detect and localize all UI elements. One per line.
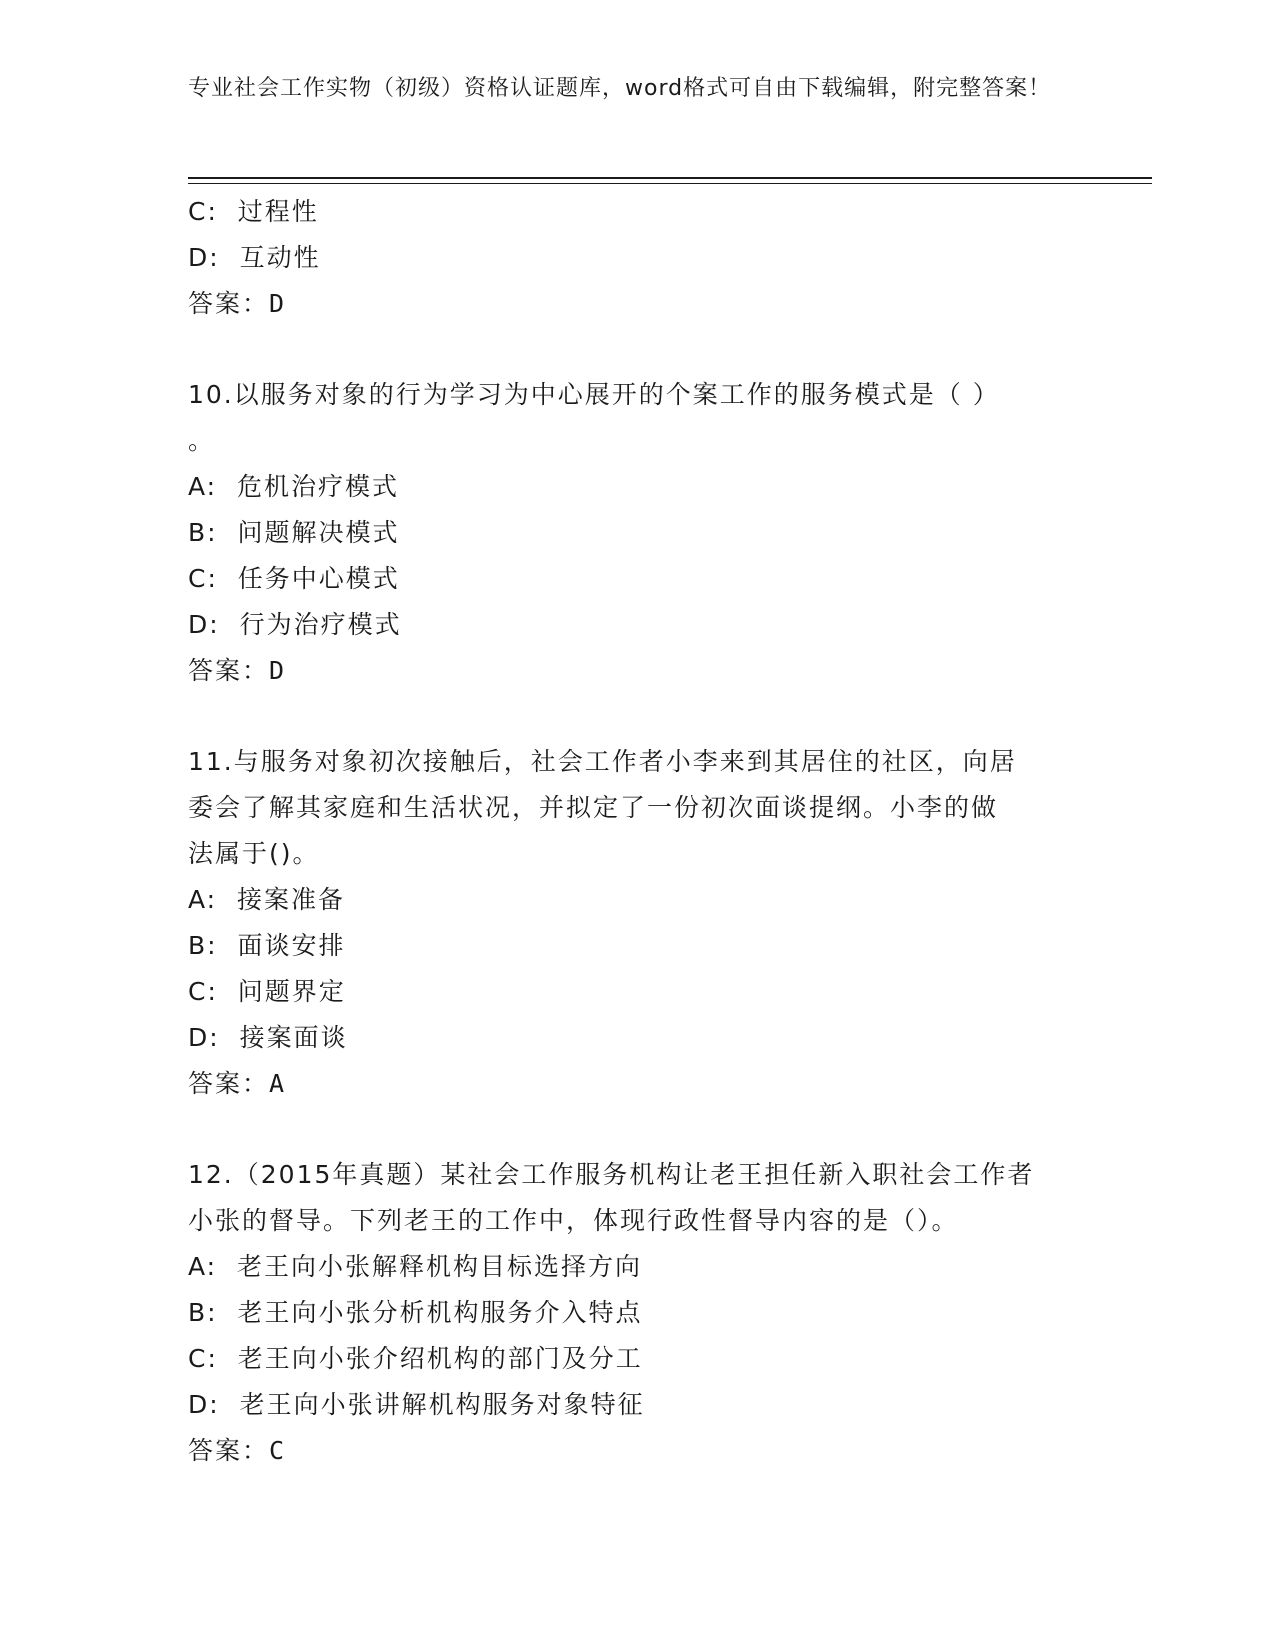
option-d: D: 老王向小张讲解机构服务对象特征 — [188, 1390, 645, 1419]
option-d: D: 行为治疗模式 — [188, 610, 402, 639]
option-a: A: 老王向小张解释机构目标选择方向 — [188, 1252, 643, 1281]
question-text-line: 10.以服务对象的行为学习为中心展开的个案工作的服务模式是（ ） — [188, 380, 1000, 409]
option-c: C: 任务中心模式 — [188, 564, 400, 593]
header-rule-thick — [188, 177, 1152, 179]
option-a: A: 危机治疗模式 — [188, 472, 400, 501]
question-9-continued — [188, 189, 1088, 327]
option-d: D: 接案面谈 — [188, 1023, 348, 1052]
question-11 — [188, 739, 1088, 1107]
question-10 — [188, 372, 1088, 694]
option-b: B: 老王向小张分析机构服务介入特点 — [188, 1298, 643, 1327]
option-a: A: 接案准备 — [188, 885, 346, 914]
option-d: D: 互动性 — [188, 243, 321, 272]
option-c: C: 问题界定 — [188, 977, 346, 1006]
option-b: B: 问题解决模式 — [188, 518, 400, 547]
question-list — [188, 189, 1088, 1474]
question-text-line: 。 — [188, 426, 216, 455]
header-rule-thin — [188, 183, 1152, 184]
question-text-line: 法属于()。 — [188, 839, 320, 868]
header-text: 专业社会工作实物（初级）资格认证题库，word格式可自由下载编辑，附完整答案！ — [188, 76, 1052, 101]
question-text-line: 委会了解其家庭和生活状况，并拟定了一份初次面谈提纲。小李的做 — [188, 793, 999, 822]
answer-line: 答案：C — [188, 1436, 287, 1465]
question-text-line: 12.（2015年真题）某社会工作服务机构让老王担任新入职社会工作者 — [188, 1160, 1035, 1189]
answer-line: 答案：D — [188, 656, 287, 685]
option-c: C: 老王向小张介绍机构的部门及分工 — [188, 1344, 643, 1373]
option-c: C: 过程性 — [188, 197, 319, 226]
question-text-line: 小张的督导。下列老王的工作中，体现行政性督导内容的是（）。 — [188, 1206, 959, 1235]
answer-line: 答案：A — [188, 1069, 287, 1098]
question-12 — [188, 1152, 1088, 1474]
option-b: B: 面谈安排 — [188, 931, 346, 960]
question-text-line: 11.与服务对象初次接触后，社会工作者小李来到其居住的社区，向居 — [188, 747, 1017, 776]
document-header — [188, 72, 1068, 105]
answer-line: 答案：D — [188, 289, 287, 318]
